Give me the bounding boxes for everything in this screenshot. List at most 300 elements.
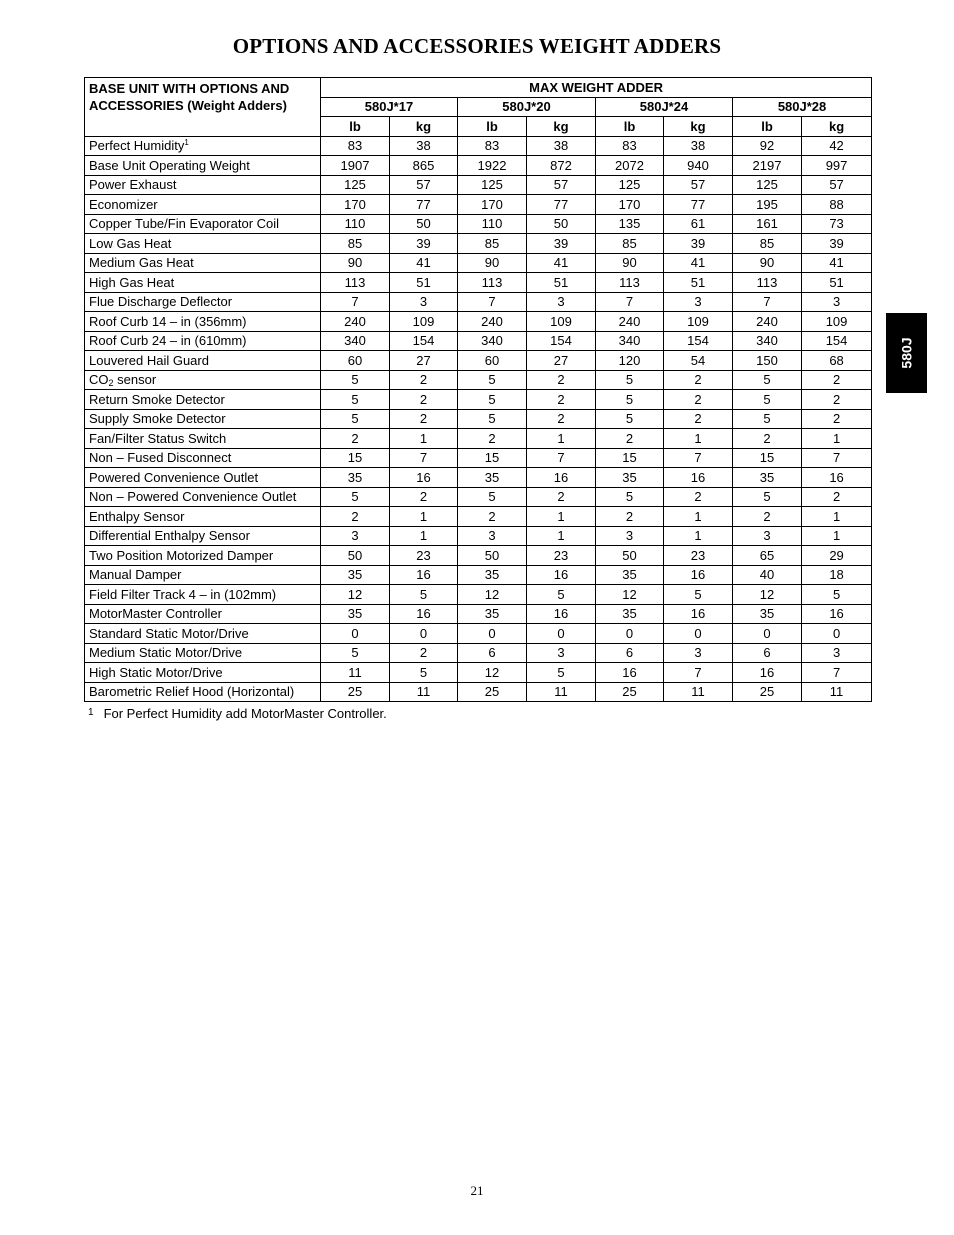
footnote-mark: 1 bbox=[88, 707, 94, 718]
weight-cell: 7 bbox=[664, 448, 733, 468]
weight-cell: 7 bbox=[664, 663, 733, 683]
weight-cell: 5 bbox=[390, 663, 458, 683]
table-row bbox=[85, 682, 872, 702]
weight-cell: 340 bbox=[733, 331, 802, 351]
weight-cell: 35 bbox=[321, 604, 390, 624]
weight-cell: 41 bbox=[390, 253, 458, 273]
table-row bbox=[85, 546, 872, 566]
weight-cell: 38 bbox=[390, 136, 458, 156]
weight-cell: 125 bbox=[458, 175, 527, 195]
row-label-text: Barometric Relief Hood (Horizontal) bbox=[89, 684, 295, 700]
weight-cell: 90 bbox=[321, 253, 390, 273]
weight-cell: 240 bbox=[321, 312, 390, 332]
weight-cell: 27 bbox=[390, 351, 458, 371]
weight-cell: 2 bbox=[527, 409, 596, 429]
row-label bbox=[85, 351, 321, 371]
weight-cell: 50 bbox=[596, 546, 664, 566]
weight-cell: 2 bbox=[527, 390, 596, 410]
weight-cell: 15 bbox=[733, 448, 802, 468]
weight-cell: 195 bbox=[733, 195, 802, 215]
weight-cell: 16 bbox=[390, 565, 458, 585]
weight-cell: 35 bbox=[321, 565, 390, 585]
unit-header: lb bbox=[596, 117, 664, 137]
weight-cell: 1 bbox=[527, 429, 596, 449]
weight-cell: 5 bbox=[733, 409, 802, 429]
weight-cell: 2 bbox=[390, 487, 458, 507]
weight-cell: 6 bbox=[596, 643, 664, 663]
weight-cell: 57 bbox=[802, 175, 872, 195]
weight-cell: 2 bbox=[802, 370, 872, 390]
weight-cell: 39 bbox=[527, 234, 596, 254]
weight-cell: 57 bbox=[390, 175, 458, 195]
weight-cell: 109 bbox=[527, 312, 596, 332]
section-side-tab bbox=[886, 313, 927, 393]
weight-cell: 109 bbox=[802, 312, 872, 332]
row-label-text: Supply Smoke Detector bbox=[89, 411, 226, 427]
row-label-text: MotorMaster Controller bbox=[89, 606, 222, 622]
weight-cell: 85 bbox=[458, 234, 527, 254]
row-label bbox=[85, 214, 321, 234]
footnote-reference: 1 bbox=[184, 138, 189, 148]
weight-cell: 15 bbox=[321, 448, 390, 468]
weight-cell: 25 bbox=[596, 682, 664, 702]
table-row bbox=[85, 156, 872, 176]
weight-cell: 85 bbox=[321, 234, 390, 254]
row-label bbox=[85, 585, 321, 605]
weight-cell: 88 bbox=[802, 195, 872, 215]
weight-cell: 2 bbox=[527, 370, 596, 390]
weight-cell: 11 bbox=[321, 663, 390, 683]
weight-cell: 35 bbox=[458, 604, 527, 624]
weight-cell: 5 bbox=[321, 643, 390, 663]
model-header: 580J*17 bbox=[321, 97, 458, 117]
weight-cell: 85 bbox=[596, 234, 664, 254]
weight-cell: 2 bbox=[390, 370, 458, 390]
row-label bbox=[85, 273, 321, 293]
weight-cell: 90 bbox=[596, 253, 664, 273]
weight-cell: 39 bbox=[802, 234, 872, 254]
weight-cell: 125 bbox=[321, 175, 390, 195]
row-label bbox=[85, 390, 321, 410]
weight-cell: 2 bbox=[664, 390, 733, 410]
weight-cell: 6 bbox=[458, 643, 527, 663]
model-header: 580J*24 bbox=[596, 97, 733, 117]
weight-cell: 65 bbox=[733, 546, 802, 566]
weight-cell: 29 bbox=[802, 546, 872, 566]
weight-cell: 39 bbox=[664, 234, 733, 254]
weight-cell: 120 bbox=[596, 351, 664, 371]
row-label-text: Roof Curb 24 – in (610mm) bbox=[89, 333, 247, 349]
weight-cell: 170 bbox=[321, 195, 390, 215]
weight-cell: 3 bbox=[664, 643, 733, 663]
row-label bbox=[85, 565, 321, 585]
weight-cell: 110 bbox=[321, 214, 390, 234]
row-label-text: Medium Gas Heat bbox=[89, 255, 194, 271]
weight-cell: 38 bbox=[527, 136, 596, 156]
weight-cell: 51 bbox=[390, 273, 458, 293]
weight-cell: 35 bbox=[321, 468, 390, 488]
table-row bbox=[85, 604, 872, 624]
weight-cell: 90 bbox=[733, 253, 802, 273]
weight-cell: 240 bbox=[596, 312, 664, 332]
weight-cell: 41 bbox=[802, 253, 872, 273]
weight-cell: 997 bbox=[802, 156, 872, 176]
page-title: OPTIONS AND ACCESSORIES WEIGHT ADDERS bbox=[232, 34, 722, 58]
weight-cell: 11 bbox=[527, 682, 596, 702]
weight-cell: 61 bbox=[664, 214, 733, 234]
weight-cell: 3 bbox=[527, 643, 596, 663]
weight-cell: 1 bbox=[527, 526, 596, 546]
table-row bbox=[85, 370, 872, 390]
weight-cell: 3 bbox=[733, 526, 802, 546]
weight-cell: 5 bbox=[458, 487, 527, 507]
weight-cell: 5 bbox=[733, 487, 802, 507]
row-label bbox=[85, 175, 321, 195]
unit-header: lb bbox=[458, 117, 527, 137]
unit-header: kg bbox=[802, 117, 872, 137]
weight-cell: 38 bbox=[664, 136, 733, 156]
weight-cell: 125 bbox=[596, 175, 664, 195]
weight-cell: 7 bbox=[390, 448, 458, 468]
weight-cell: 3 bbox=[321, 526, 390, 546]
weight-cell: 1922 bbox=[458, 156, 527, 176]
weight-cell: 5 bbox=[321, 370, 390, 390]
table-row bbox=[85, 429, 872, 449]
weight-cell: 1 bbox=[664, 507, 733, 527]
row-label bbox=[85, 253, 321, 273]
row-label-text: Fan/Filter Status Switch bbox=[89, 430, 227, 446]
row-label bbox=[85, 292, 321, 312]
weight-cell: 154 bbox=[527, 331, 596, 351]
weight-cell: 68 bbox=[802, 351, 872, 371]
weight-cell: 83 bbox=[596, 136, 664, 156]
weight-cell: 5 bbox=[664, 585, 733, 605]
table-row bbox=[85, 507, 872, 527]
footnote-text: For Perfect Humidity add MotorMaster Controller. bbox=[103, 706, 387, 721]
weight-cell: 41 bbox=[527, 253, 596, 273]
weight-cell: 35 bbox=[596, 565, 664, 585]
weight-cell: 872 bbox=[527, 156, 596, 176]
weight-cell: 0 bbox=[596, 624, 664, 644]
weight-cell: 240 bbox=[458, 312, 527, 332]
row-label-suffix: sensor bbox=[113, 372, 157, 388]
table-row bbox=[85, 390, 872, 410]
weight-cell: 5 bbox=[458, 370, 527, 390]
row-label-text: High Static Motor/Drive bbox=[89, 664, 223, 680]
table-row bbox=[85, 136, 872, 156]
row-label bbox=[85, 507, 321, 527]
table-row bbox=[85, 624, 872, 644]
weight-cell: 35 bbox=[458, 565, 527, 585]
weight-cell: 2197 bbox=[733, 156, 802, 176]
weight-cell: 135 bbox=[596, 214, 664, 234]
weight-cell: 2 bbox=[733, 429, 802, 449]
weight-cell: 1 bbox=[390, 429, 458, 449]
weight-cell: 2 bbox=[458, 429, 527, 449]
weight-cell: 35 bbox=[458, 468, 527, 488]
weight-cell: 16 bbox=[664, 565, 733, 585]
weight-cell: 0 bbox=[733, 624, 802, 644]
weight-cell: 16 bbox=[527, 468, 596, 488]
weight-cell: 0 bbox=[321, 624, 390, 644]
row-label-text: Manual Damper bbox=[89, 567, 182, 583]
row-label-text: Field Filter Track 4 – in (102mm) bbox=[89, 586, 277, 602]
weight-cell: 16 bbox=[390, 604, 458, 624]
weight-cell: 12 bbox=[321, 585, 390, 605]
weight-cell: 0 bbox=[527, 624, 596, 644]
row-label bbox=[85, 604, 321, 624]
weight-cell: 12 bbox=[458, 585, 527, 605]
weight-cell: 340 bbox=[321, 331, 390, 351]
weight-cell: 2 bbox=[802, 487, 872, 507]
row-label bbox=[85, 526, 321, 546]
row-label bbox=[85, 448, 321, 468]
footnote bbox=[88, 706, 387, 721]
section-side-tab-label: 580J bbox=[898, 337, 915, 369]
weight-cell: 5 bbox=[321, 409, 390, 429]
weight-cell: 50 bbox=[527, 214, 596, 234]
table-row bbox=[85, 468, 872, 488]
weight-cell: 3 bbox=[458, 526, 527, 546]
weight-cell: 57 bbox=[527, 175, 596, 195]
row-label-text: Differential Enthalpy Sensor bbox=[89, 528, 250, 544]
weight-cell: 16 bbox=[527, 565, 596, 585]
weight-cell: 6 bbox=[733, 643, 802, 663]
row-label-text: Base Unit Operating Weight bbox=[89, 157, 250, 173]
weight-cell: 15 bbox=[596, 448, 664, 468]
weight-cell: 940 bbox=[664, 156, 733, 176]
weight-cell: 109 bbox=[390, 312, 458, 332]
weight-cell: 1 bbox=[527, 507, 596, 527]
weight-cell: 16 bbox=[802, 604, 872, 624]
weight-cell: 2 bbox=[390, 390, 458, 410]
weight-cell: 7 bbox=[527, 448, 596, 468]
weight-cell: 2 bbox=[664, 370, 733, 390]
model-header: 580J*20 bbox=[458, 97, 596, 117]
weight-cell: 340 bbox=[458, 331, 527, 351]
weight-cell: 25 bbox=[733, 682, 802, 702]
weight-cell: 1 bbox=[802, 429, 872, 449]
weight-cell: 113 bbox=[596, 273, 664, 293]
weight-cell: 7 bbox=[802, 663, 872, 683]
weight-cell: 83 bbox=[458, 136, 527, 156]
weight-cell: 3 bbox=[664, 292, 733, 312]
weight-cell: 11 bbox=[664, 682, 733, 702]
table-body bbox=[85, 136, 872, 702]
row-label-text: Non – Fused Disconnect bbox=[89, 450, 232, 466]
weight-cell: 50 bbox=[390, 214, 458, 234]
max-weight-adder-header: MAX WEIGHT ADDER bbox=[321, 78, 872, 98]
weight-cell: 0 bbox=[390, 624, 458, 644]
table-row bbox=[85, 351, 872, 371]
weight-cell: 2 bbox=[321, 429, 390, 449]
weight-cell: 154 bbox=[664, 331, 733, 351]
weight-cell: 12 bbox=[733, 585, 802, 605]
subscript: 2 bbox=[108, 378, 114, 389]
weight-cell: 27 bbox=[527, 351, 596, 371]
unit-header: kg bbox=[664, 117, 733, 137]
table-row bbox=[85, 448, 872, 468]
table-row bbox=[85, 214, 872, 234]
weight-cell: 77 bbox=[664, 195, 733, 215]
weight-cell: 51 bbox=[664, 273, 733, 293]
table-row bbox=[85, 663, 872, 683]
weight-cell: 23 bbox=[390, 546, 458, 566]
weight-cell: 16 bbox=[802, 468, 872, 488]
weight-cell: 3 bbox=[527, 292, 596, 312]
weight-cell: 1 bbox=[802, 507, 872, 527]
weight-cell: 11 bbox=[802, 682, 872, 702]
unit-header: lb bbox=[321, 117, 390, 137]
row-label bbox=[85, 195, 321, 215]
row-label bbox=[85, 136, 321, 156]
weight-cell: 77 bbox=[390, 195, 458, 215]
row-label-text: Roof Curb 14 – in (356mm) bbox=[89, 313, 247, 329]
weight-cell: 2072 bbox=[596, 156, 664, 176]
weight-cell: 2 bbox=[596, 507, 664, 527]
weight-cell: 5 bbox=[596, 390, 664, 410]
weight-cell: 2 bbox=[390, 409, 458, 429]
row-label bbox=[85, 487, 321, 507]
table-row bbox=[85, 253, 872, 273]
weight-cell: 161 bbox=[733, 214, 802, 234]
row-label bbox=[85, 409, 321, 429]
row-label-text: Enthalpy Sensor bbox=[89, 508, 185, 524]
weight-cell: 11 bbox=[390, 682, 458, 702]
weight-cell: 1907 bbox=[321, 156, 390, 176]
row-label bbox=[85, 234, 321, 254]
weight-cell: 73 bbox=[802, 214, 872, 234]
row-label-text: Standard Static Motor/Drive bbox=[89, 625, 249, 641]
table-row bbox=[85, 526, 872, 546]
weight-cell: 54 bbox=[664, 351, 733, 371]
weight-cell: 2 bbox=[321, 507, 390, 527]
weight-cell: 60 bbox=[321, 351, 390, 371]
weight-cell: 1 bbox=[802, 526, 872, 546]
weight-cell: 113 bbox=[321, 273, 390, 293]
weight-cell: 16 bbox=[390, 468, 458, 488]
unit-header: kg bbox=[390, 117, 458, 137]
weight-cell: 85 bbox=[733, 234, 802, 254]
weight-cell: 2 bbox=[802, 390, 872, 410]
row-label-text: Copper Tube/Fin Evaporator Coil bbox=[89, 216, 280, 232]
weight-cell: 41 bbox=[664, 253, 733, 273]
weight-cell: 1 bbox=[664, 429, 733, 449]
weight-cell: 113 bbox=[733, 273, 802, 293]
row-label-text: CO bbox=[89, 372, 109, 388]
table-row bbox=[85, 643, 872, 663]
row-label-text: Powered Convenience Outlet bbox=[89, 469, 259, 485]
weight-cell: 170 bbox=[458, 195, 527, 215]
weight-cell: 23 bbox=[527, 546, 596, 566]
weight-cell: 35 bbox=[596, 468, 664, 488]
weight-cell: 150 bbox=[733, 351, 802, 371]
unit-header: lb bbox=[733, 117, 802, 137]
weight-cell: 92 bbox=[733, 136, 802, 156]
weight-cell: 51 bbox=[802, 273, 872, 293]
row-label-text: Low Gas Heat bbox=[89, 235, 172, 251]
row-label bbox=[85, 429, 321, 449]
weight-cell: 7 bbox=[733, 292, 802, 312]
weight-cell: 51 bbox=[527, 273, 596, 293]
weight-cell: 7 bbox=[596, 292, 664, 312]
row-label bbox=[85, 643, 321, 663]
weight-cell: 16 bbox=[664, 468, 733, 488]
weight-cell: 125 bbox=[733, 175, 802, 195]
weight-cell: 1 bbox=[390, 507, 458, 527]
unit-header: kg bbox=[527, 117, 596, 137]
row-label-text: Economizer bbox=[89, 196, 158, 212]
row-label bbox=[85, 663, 321, 683]
weight-cell: 2 bbox=[802, 409, 872, 429]
table-row bbox=[85, 312, 872, 332]
weight-cell: 40 bbox=[733, 565, 802, 585]
row-label-text: Medium Static Motor/Drive bbox=[89, 645, 243, 661]
weight-cell: 109 bbox=[664, 312, 733, 332]
weight-cell: 1 bbox=[390, 526, 458, 546]
row-label bbox=[85, 370, 321, 390]
row-label-text: Power Exhaust bbox=[89, 177, 177, 193]
table-row bbox=[85, 175, 872, 195]
weight-cell: 18 bbox=[802, 565, 872, 585]
weight-cell: 5 bbox=[321, 487, 390, 507]
table-row bbox=[85, 331, 872, 351]
row-label-text: Perfect Humidity bbox=[89, 138, 185, 154]
weight-cell: 0 bbox=[458, 624, 527, 644]
weight-cell: 2 bbox=[733, 507, 802, 527]
row-label-text: Louvered Hail Guard bbox=[89, 352, 209, 368]
weight-cell: 2 bbox=[527, 487, 596, 507]
weight-cell: 12 bbox=[458, 663, 527, 683]
row-label bbox=[85, 312, 321, 332]
weight-cell: 5 bbox=[733, 390, 802, 410]
weight-cell: 23 bbox=[664, 546, 733, 566]
weight-cell: 5 bbox=[802, 585, 872, 605]
weight-cell: 25 bbox=[458, 682, 527, 702]
table-row bbox=[85, 273, 872, 293]
weight-cell: 865 bbox=[390, 156, 458, 176]
weight-cell: 35 bbox=[733, 604, 802, 624]
weight-cell: 25 bbox=[321, 682, 390, 702]
weight-cell: 110 bbox=[458, 214, 527, 234]
table-row bbox=[85, 487, 872, 507]
weight-cell: 154 bbox=[802, 331, 872, 351]
weight-cell: 240 bbox=[733, 312, 802, 332]
weight-cell: 50 bbox=[321, 546, 390, 566]
weight-cell: 5 bbox=[321, 390, 390, 410]
weight-cell: 16 bbox=[596, 663, 664, 683]
weight-cell: 0 bbox=[664, 624, 733, 644]
weight-cell: 5 bbox=[596, 370, 664, 390]
weight-cell: 3 bbox=[802, 643, 872, 663]
row-label bbox=[85, 156, 321, 176]
weight-cell: 0 bbox=[802, 624, 872, 644]
weight-cell: 90 bbox=[458, 253, 527, 273]
weight-cell: 5 bbox=[527, 585, 596, 605]
row-label-text: Flue Discharge Deflector bbox=[89, 294, 233, 310]
model-header: 580J*28 bbox=[733, 97, 872, 117]
weight-cell: 5 bbox=[596, 409, 664, 429]
weight-cell: 5 bbox=[527, 663, 596, 683]
weight-cell: 5 bbox=[390, 585, 458, 605]
row-label bbox=[85, 546, 321, 566]
weight-cell: 1 bbox=[664, 526, 733, 546]
weight-cell: 340 bbox=[596, 331, 664, 351]
weight-cell: 3 bbox=[596, 526, 664, 546]
weight-cell: 3 bbox=[390, 292, 458, 312]
weight-cell: 2 bbox=[390, 643, 458, 663]
weight-cell: 15 bbox=[458, 448, 527, 468]
